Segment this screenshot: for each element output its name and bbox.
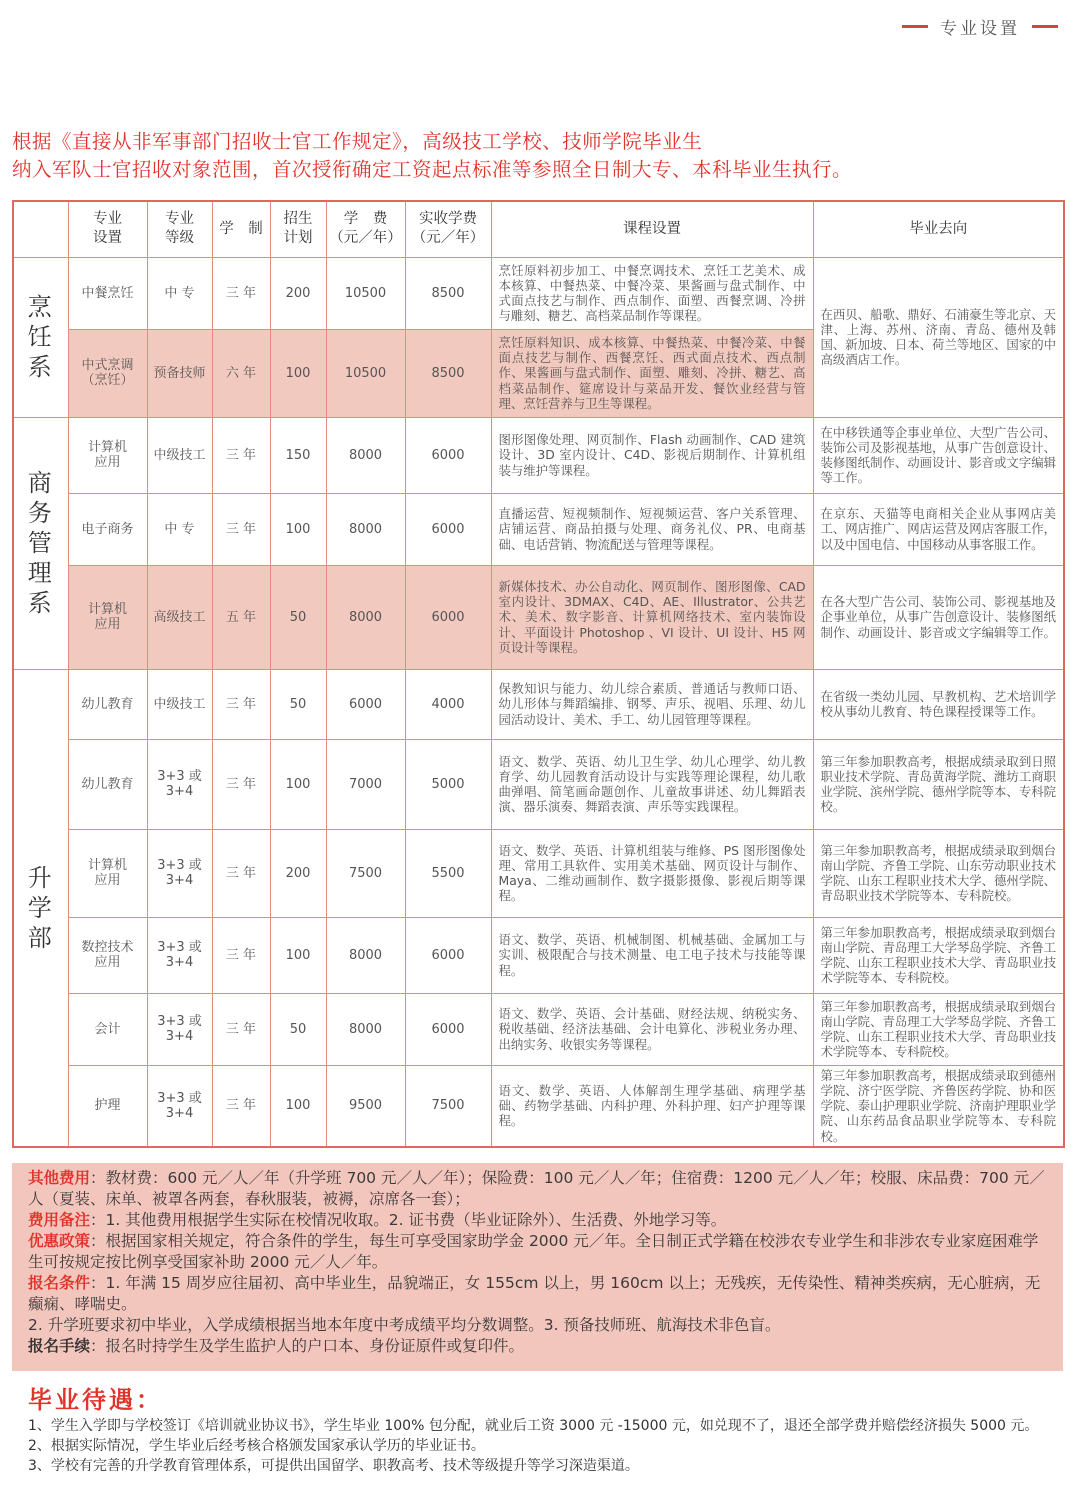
graduation-list: [28, 1416, 1048, 1476]
intro-text: [12, 128, 1072, 184]
cell-major: 电子商务: [68, 493, 147, 565]
cell-fee: 8000: [326, 565, 405, 669]
cell-quota: 100: [270, 329, 326, 417]
cell-actual-fee: 6000: [405, 917, 491, 993]
note-text: ：教材费：600 元／人／年（升学班 700 元／人／年）；保险费：100 元／人／年；住宿费：1200 元／人／年；校服、床品费：700 元／人（夏装、床单、被罩各两套，春秋服装，被褥，凉席各一套）；: [28, 1169, 1045, 1208]
cell-actual-fee: 5000: [405, 739, 491, 829]
cell-actual-fee: 4000: [405, 669, 491, 739]
cell-fee: 8000: [326, 917, 405, 993]
cell-level: 高级技工: [147, 565, 212, 669]
cell-fee: 7500: [326, 829, 405, 917]
header-dept: [13, 201, 68, 257]
cell-quota: 150: [270, 417, 326, 493]
note-fee-remark: [28, 1210, 1053, 1231]
cell-actual-fee: 6000: [405, 993, 491, 1065]
cell-major: 计算机 应用: [68, 565, 147, 669]
cell-level: 中 专: [147, 257, 212, 329]
header-actual-fee: 实收学费 （元／年）: [405, 201, 491, 257]
cell-actual-fee: 6000: [405, 565, 491, 669]
header-quota: 招生 计划: [270, 201, 326, 257]
cell-destination: 在西贝、船歌、鼎好、石浦豪生等北京、天津、上海、苏州、济南、青岛、德州及韩国、新加坡、日本、荷兰等地区、国家的中高级酒店工作。: [813, 257, 1064, 417]
table-row: [13, 669, 1064, 739]
table-row: [13, 993, 1064, 1065]
note-procedure: [28, 1336, 1053, 1357]
cell-quota: 200: [270, 829, 326, 917]
cell-major: 计算机 应用: [68, 829, 147, 917]
cell-level: 中级技工: [147, 417, 212, 493]
note-text: ：报名时持学生及学生监护人的户口本、身份证原件或复印件。: [90, 1337, 525, 1355]
cell-quota: 50: [270, 993, 326, 1065]
cell-fee: 9500: [326, 1065, 405, 1147]
cell-fee: 8000: [326, 993, 405, 1065]
cell-major: 幼儿教育: [68, 669, 147, 739]
cell-destination: 在各大型广告公司、装饰公司、影视基地及企事业单位，从事广告创意设计、装修图纸制作、动画设计、影音或文字编辑等工作。: [813, 565, 1064, 669]
cell-quota: 50: [270, 565, 326, 669]
cell-quota: 100: [270, 739, 326, 829]
graduation-title: 毕业待遇：: [28, 1386, 163, 1414]
table-row: [13, 1065, 1064, 1147]
cell-major: 中餐烹饪: [68, 257, 147, 329]
cell-actual-fee: 8500: [405, 257, 491, 329]
cell-destination: 第三年参加职教高考，根据成绩录取到日照职业技术学院、青岛黄海学院、潍坊工商职业学院、滨州学院、德州学院等本、专科院校。: [813, 739, 1064, 829]
cell-actual-fee: 7500: [405, 1065, 491, 1147]
cell-courses: 语文、数学、英语、人体解剖生理学基础、病理学基础、药物学基础、内科护理、外科护理、妇产护理等课程。: [491, 1065, 813, 1147]
cell-courses: 保教知识与能力、幼儿综合素质、普通话与教师口语、幼儿形体与舞蹈编排、钢琴、声乐、视唱、乐理、幼儿园活动设计、美术、手工、幼儿园管理等课程。: [491, 669, 813, 739]
graduation-item: 2、根据实际情况，学生毕业后经考核合格颁发国家承认学历的毕业证书。: [28, 1438, 485, 1454]
cell-major: 中式烹调 （烹饪）: [68, 329, 147, 417]
graduation-item: 3、学校有完善的升学教育管理体系，可提供出国留学、职教高考、技术等级提升等学习深造渠道。: [28, 1458, 639, 1474]
table-row: [13, 417, 1064, 493]
section-tag: [902, 14, 1058, 39]
cell-level: 3+3 或 3+4: [147, 739, 212, 829]
cell-major: 数控技术 应用: [68, 917, 147, 993]
cell-fee: 8000: [326, 417, 405, 493]
cell-major: 会计: [68, 993, 147, 1065]
dept-cooking: 烹 饪 系: [13, 257, 68, 417]
cell-courses: 烹饪原料初步加工、中餐烹调技术、烹饪工艺美术、成本核算、中餐热菜、中餐冷菜、果酱画与盘式制作、中式面点技艺与制作、西点制作、面塑、西餐烹调、冷拼与雕刻、糖艺、高档菜品制作等课程。: [491, 257, 813, 329]
cell-years: 三 年: [212, 1065, 270, 1147]
cell-major: 护理: [68, 1065, 147, 1147]
header-courses: 课程设置: [491, 201, 813, 257]
header-major: 专业 设置: [68, 201, 147, 257]
graduation-item: 1、学生入学即与学校签订《培训就业协议书》，学生毕业 100% 包分配，就业后工资 3000 元 -15000 元，如兑现不了，退还全部学费并赔偿经济损失 5000 元。: [28, 1418, 1039, 1434]
cell-courses: 图形图像处理、网页制作、Flash 动画制作、CAD 建筑设计、3D 室内设计、C4D、影视后期制作、计算机组装与维护等课程。: [491, 417, 813, 493]
cell-courses: 烹饪原料知识、成本核算、中餐热菜、中餐冷菜、中餐面点技艺与制作、西餐烹饪、西式面点技术、西点制作、果酱画与盘式制作、面塑、雕刻、冷拼、糖艺、高档菜品制作、筵席设计与菜品开发、餐饮业经营与管理、烹饪营养与卫生等课程。: [491, 329, 813, 417]
cell-years: 三 年: [212, 669, 270, 739]
note-conditions: [28, 1273, 1053, 1315]
cell-destination: 在省级一类幼儿园、早教机构、艺术培训学校从事幼儿教育、特色课程授课等工作。: [813, 669, 1064, 739]
cell-quota: 200: [270, 257, 326, 329]
cell-destination: 第三年参加职教高考，根据成绩录取到烟台南山学院、青岛理工大学琴岛学院、齐鲁工学院、山东工程职业技术大学、青岛职业技术学院等本、专科院校。: [813, 993, 1064, 1065]
cell-fee: 10500: [326, 329, 405, 417]
cell-years: 六 年: [212, 329, 270, 417]
note-policy: [28, 1231, 1053, 1273]
table-row: [13, 257, 1064, 329]
intro-line-1: 根据《直接从非军事部门招收士官工作规定》，高级技工学校、技师学院毕业生: [12, 130, 703, 153]
cell-years: 三 年: [212, 993, 270, 1065]
cell-years: 三 年: [212, 417, 270, 493]
cell-destination: 第三年参加职教高考，根据成绩录取到烟台南山学院、青岛理工大学琴岛学院、齐鲁工学院、山东工程职业技术大学、青岛职业技术学院等本、专科院校。: [813, 917, 1064, 993]
cell-courses: 语文、数学、英语、幼儿卫生学、幼儿心理学、幼儿教育学、幼儿园教育活动设计与实践等理论课程，幼儿歌曲弹唱、简笔画命题创作、儿童故事讲述、幼儿舞蹈表演、器乐演奏、舞蹈表演、声乐等实践课程。: [491, 739, 813, 829]
table-row: [13, 565, 1064, 669]
cell-courses: 新媒体技术、办公自动化、网页制作、图形图像、CAD 室内设计、3DMAX、C4D、AE、Illustrator、公共艺术、美术、数字影音、计算机网络技术、室内装饰设计、平面设计 Photoshop 、VI 设计、UI 设计、H5 网页设计等课程。: [491, 565, 813, 669]
cell-level: 预备技师: [147, 329, 212, 417]
program-table: [12, 200, 1065, 1148]
cell-courses: 语文、数学、英语、会计基础、财经法规、纳税实务、税收基础、经济法基础、会计电算化、涉税业务办理、出纳实务、收银实务等课程。: [491, 993, 813, 1065]
note-other-fees: [28, 1168, 1053, 1210]
cell-quota: 100: [270, 1065, 326, 1147]
note-label: 其他费用: [28, 1169, 91, 1187]
intro-line-2: 纳入军队士官招收对象范围，首次授衔确定工资起点标准等参照全日制大专、本科毕业生执行。: [12, 158, 853, 181]
cell-level: 中级技工: [147, 669, 212, 739]
cell-fee: 6000: [326, 669, 405, 739]
cell-level: 3+3 或 3+4: [147, 1065, 212, 1147]
note-conditions-2: 2. 升学班要求初中毕业，入学成绩根据当地本年度中考成绩平均分数调整。3. 预备技师班、航海技术非色盲。: [28, 1316, 781, 1334]
cell-destination: 在京东、天猫等电商相关企业从事网店美工、网店推广、网店运营及网店客服工作，以及中国电信、中国移动从事客服工作。: [813, 493, 1064, 565]
table-row: [13, 493, 1064, 565]
cell-fee: 10500: [326, 257, 405, 329]
cell-level: 3+3 或 3+4: [147, 993, 212, 1065]
note-label: 报名条件: [28, 1274, 91, 1292]
dept-further-study: 升 学 部: [13, 669, 68, 1147]
cell-actual-fee: 6000: [405, 493, 491, 565]
cell-years: 三 年: [212, 257, 270, 329]
cell-fee: 7000: [326, 739, 405, 829]
cell-years: 三 年: [212, 917, 270, 993]
header-level: 专业 等级: [147, 201, 212, 257]
note-label: 费用备注: [28, 1211, 91, 1229]
cell-actual-fee: 5500: [405, 829, 491, 917]
cell-fee: 8000: [326, 493, 405, 565]
cell-years: 三 年: [212, 829, 270, 917]
cell-level: 中 专: [147, 493, 212, 565]
table-header-row: [13, 201, 1064, 257]
table-row: [13, 917, 1064, 993]
header-years: 学 制: [212, 201, 270, 257]
cell-major: 幼儿教育: [68, 739, 147, 829]
header-fee: 学 费 （元／年）: [326, 201, 405, 257]
section-tag-label: 专业设置: [940, 19, 1020, 39]
cell-quota: 100: [270, 493, 326, 565]
note-text: ：1. 其他费用根据学生实际在校情况收取。2. 证书费（毕业证除外）、生活费、外地学习等。: [90, 1211, 727, 1229]
table-row: [13, 829, 1064, 917]
note-text: ：1. 年满 15 周岁应往届初、高中毕业生，品貌端正，女 155cm 以上，男 160cm 以上；无残疾，无传染性、精神类疾病，无心脏病，无癫痫、哮喘史。: [28, 1274, 1041, 1313]
note-label: 报名手续: [28, 1337, 91, 1355]
dept-business: 商 务 管 理 系: [13, 417, 68, 669]
cell-destination: 第三年参加职教高考，根据成绩录取到烟台南山学院、齐鲁工学院、山东劳动职业技术学院、山东工程职业技术大学、德州学院、青岛职业技术学院等本、专科院校。: [813, 829, 1064, 917]
cell-destination: 第三年参加职教高考，根据成绩录取到德州学院、济宁医学院、齐鲁医药学院、协和医学院、泰山护理职业学院、济南护理职业学院、山东药品食品职业学院等本、专科院校。: [813, 1065, 1064, 1147]
table-row: [13, 739, 1064, 829]
tag-bar-left: [902, 25, 928, 28]
cell-courses: 语文、数学、英语、机械制图、机械基础、金属加工与实训、极限配合与技术测量、电工电子技术与技能等课程。: [491, 917, 813, 993]
cell-years: 三 年: [212, 739, 270, 829]
fee-notes-box: [12, 1163, 1063, 1371]
header-destination: 毕业去向: [813, 201, 1064, 257]
note-label: 优惠政策: [28, 1232, 91, 1250]
cell-major: 计算机 应用: [68, 417, 147, 493]
cell-courses: 语文、数学、英语、计算机组装与维修、PS 图形图像处理、常用工具软件、实用美术基础、网页设计与制作、Maya、二维动画制作、数字摄影摄像、影视后期等课程。: [491, 829, 813, 917]
cell-actual-fee: 8500: [405, 329, 491, 417]
cell-quota: 50: [270, 669, 326, 739]
cell-level: 3+3 或 3+4: [147, 917, 212, 993]
cell-actual-fee: 6000: [405, 417, 491, 493]
cell-level: 3+3 或 3+4: [147, 829, 212, 917]
cell-courses: 直播运营、短视频制作、短视频运营、客户关系管理、店铺运营、商品拍摄与处理、商务礼仪、PR、电商基础、电话营销、物流配送与管理等课程。: [491, 493, 813, 565]
tag-bar-right: [1032, 25, 1058, 28]
cell-years: 三 年: [212, 493, 270, 565]
note-text: ：根据国家相关规定，符合条件的学生，每生可享受国家助学金 2000 元／年。全日制正式学籍在校涉农专业学生和非涉农专业家庭困难学生可按规定按比例享受国家补助 2000 元／人／年。: [28, 1232, 1039, 1271]
cell-destination: 在中移铁通等企事业单位、大型广告公司、装饰公司及影视基地，从事广告创意设计、装修图纸制作、动画设计、影音或文字编辑等工作。: [813, 417, 1064, 493]
cell-quota: 100: [270, 917, 326, 993]
cell-years: 五 年: [212, 565, 270, 669]
